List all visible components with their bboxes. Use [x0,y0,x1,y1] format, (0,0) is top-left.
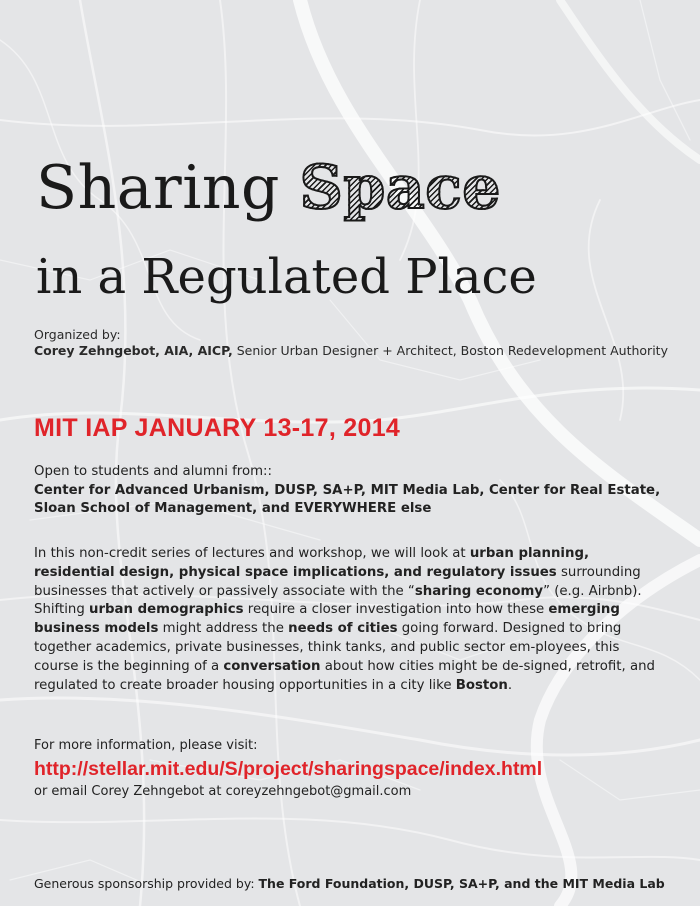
title-line-1 [36,152,501,224]
description-emphasis: emerging business models [34,602,620,637]
audience-block [34,463,674,519]
description-text: In this non-credit series of lectures and workshop, we will look at [34,546,470,561]
title-line-2: in a Regulated Place [36,249,537,305]
more-info-label: For more information, please visit: [34,738,258,753]
description-emphasis: Boston [455,677,508,693]
description-text: . [507,677,513,693]
audience-intro: Open to students and alumni from:: [34,464,273,479]
sponsor-names: The Ford Foundation, DUSP, SA+P, and the MIT Media Lab [258,876,665,891]
description-text: might address the [158,621,289,637]
description-emphasis: urban demographics [89,602,244,618]
organizer-name: Corey Zehngebot, AIA, AICP, [34,343,233,358]
title-word-space: Space [299,153,501,223]
description-text: require a closer investigation into how these [243,602,549,618]
title-word-sharing: Sharing [36,153,280,223]
description-emphasis: conversation [223,658,321,674]
description-text: ” (e.g. Airbnb). Shifting [34,583,642,618]
sponsorship-line [34,876,665,891]
description-text: surrounding businesses that actively or passively associate with the “ [34,564,641,599]
audience-list-line-2: Sloan School of Management, and EVERYWHERE else [34,501,432,516]
description-text: going forward. Designed to bring together academics, private businesses, think tanks, and public sector em-ployees, this course is the beginning of a [34,621,622,674]
contact-email-line: or email Corey Zehngebot at coreyzehngebot@gmail.com [34,784,412,799]
description-emphasis: sharing economy [414,583,544,599]
description-emphasis: needs of cities [288,621,398,637]
organizer-role: Senior Urban Designer + Architect, Boston Redevelopment Authority [236,343,668,358]
description-emphasis: urban planning, residential design, physical space implications, and regulatory issues [34,546,590,580]
sponsorship-label: Generous sponsorship provided by: [34,876,255,891]
audience-list-line-1: Center for Advanced Urbanism, DUSP, SA+P, MIT Media Lab, Center for Real Estate, [34,482,661,498]
organizer-label: Organized by: [34,327,121,342]
description-text: about how cities might be de-signed, retrofit, and regulated to create broader housing opportunities in a city like [34,658,655,693]
course-description [34,545,666,695]
more-info-block [34,737,674,801]
organizer-line [34,343,668,358]
course-website-link[interactable]: http://stellar.mit.edu/S/project/sharingspace/index.html [34,758,543,780]
event-date-heading: MIT IAP JANUARY 13-17, 2014 [34,414,401,442]
